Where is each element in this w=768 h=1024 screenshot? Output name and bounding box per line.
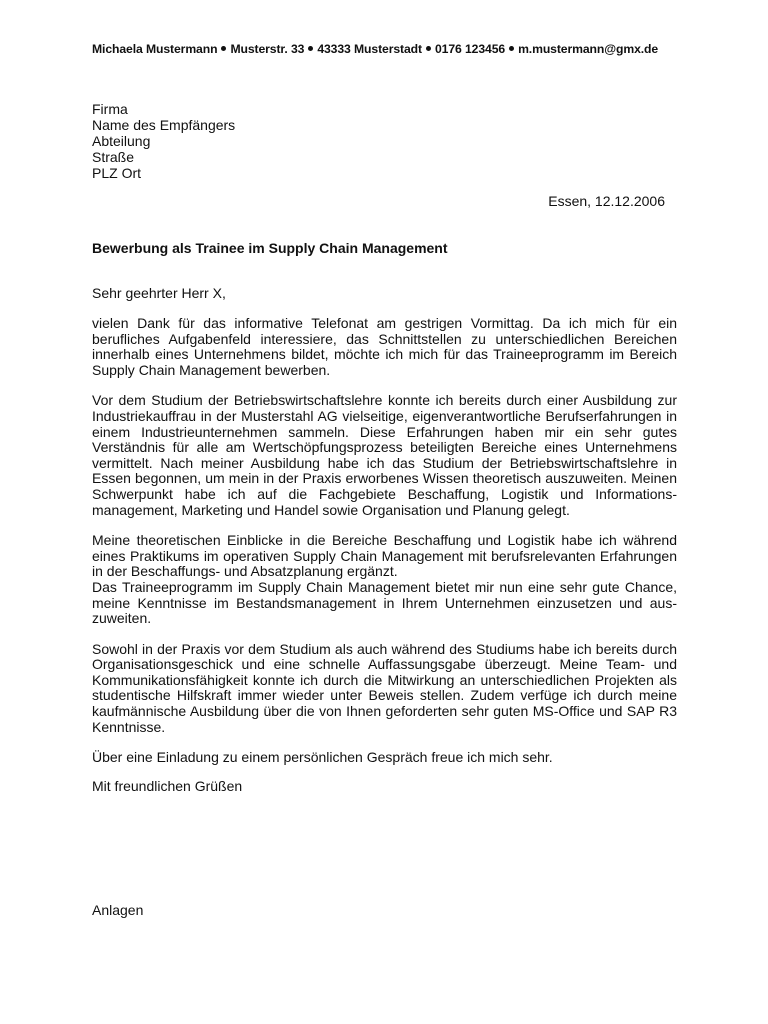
sender-name: Michaela Mustermann [92, 42, 218, 56]
bullet-separator-icon [509, 46, 514, 51]
sender-phone: 0176 123456 [434, 42, 506, 56]
recipient-company: Firma [92, 101, 128, 117]
sender-email: m.mustermann@gmx.de [518, 42, 659, 56]
salutation: Sehr geehrter Herr X, [92, 285, 226, 301]
sender-city: 43333 Musterstadt [317, 42, 422, 56]
closing: Mit freundlichen Grüßen [92, 778, 243, 794]
letter-body [92, 316, 677, 781]
letter-subject: Bewerbung als Trainee im Supply Chain Management [92, 240, 448, 256]
bullet-separator-icon [221, 46, 226, 51]
recipient-zip-city: PLZ Ort [92, 165, 142, 181]
letter-date: Essen, 12.12.2006 [548, 193, 665, 209]
body-paragraph: Vor dem Studium der Betriebswirtschaftslehre konnte ich bereits durch einer Ausbildung zur Industriekauffrau in der Musterstahl AG vielseitige, eigenverantwortliche Berufserfahrungen in einem Industrieunternehmen sammeln. Diese Erfahrungen haben mir ein sehr gutes Verständnis für alle am Wertschöpfungsprozess beteiligten Bereiche eines Unternehmens vermittelt. Nach meiner Ausbildung habe ich das Studium der Betriebswirtschaftslehre in Essen begonnen, um mein in der Praxis erworbenes Wissen theoretisch auszuweiten. Meinen Schwerpunkt habe ich auf die Fachgebiete Beschaffung, Logistik und Informationsmanagement, Marketing und Handel sowie Organisation und Planung gelegt. [92, 392, 677, 518]
recipient-street: Straße [92, 149, 135, 165]
bullet-separator-icon [308, 46, 313, 51]
recipient-name: Name des Empfängers [92, 117, 236, 133]
sender-street: Musterstr. 33 [230, 42, 305, 56]
recipient-address [92, 101, 235, 181]
bullet-separator-icon [426, 46, 431, 51]
body-paragraph: Über eine Einladung zu einem persönlichen Gespräch freue ich mich sehr. [92, 749, 553, 766]
body-paragraph: Meine theoretischen Einblicke in die Bereiche Beschaffung und Logistik habe ich während eines Praktikums im operativen Supply Chain Management mit berufsrelevanten Erfahrungen in der Beschaffungs- und Absatzplanung ergänzt. Das Traineeprogramm im Supply Chain Management bietet mir nun eine sehr gute Chance, meine Kenntnisse im Bestandsmanagement in Ihrem Unternehmen einzusetzen und auszuweiten. [92, 532, 677, 627]
body-paragraph: Sowohl in der Praxis vor dem Studium als auch während des Studiums habe ich bereits durch Organisationsgeschick und eine schnelle Auffassungsgabe überzeugt. Meine Team- und Kommunikationsfähigkeit konnte ich durch die Mitwirkung an unterschiedlichen Projekten als studentische Hilfskraft immer wieder unter Beweis stellen. Zudem verfüge ich durch meine kaufmännische Ausbildung über die von Ihnen geforderten sehr guten MS-Office und SAP R3 Kenntnisse. [92, 640, 677, 735]
attachments-label: Anlagen [92, 902, 144, 918]
body-paragraph: vielen Dank für das informative Telefonat am gestrigen Vormittag. Da ich mich für ein berufliches Aufgabenfeld interessiere, das Schnittstellen zu unterschiedlichen Bereichen innerhalb eines Unternehmens bildet, möchte ich mich für das Traineeprogramm im Bereich Supply Chain Management bewerben. [92, 315, 677, 378]
sender-line [92, 42, 692, 56]
recipient-department: Abteilung [92, 133, 151, 149]
